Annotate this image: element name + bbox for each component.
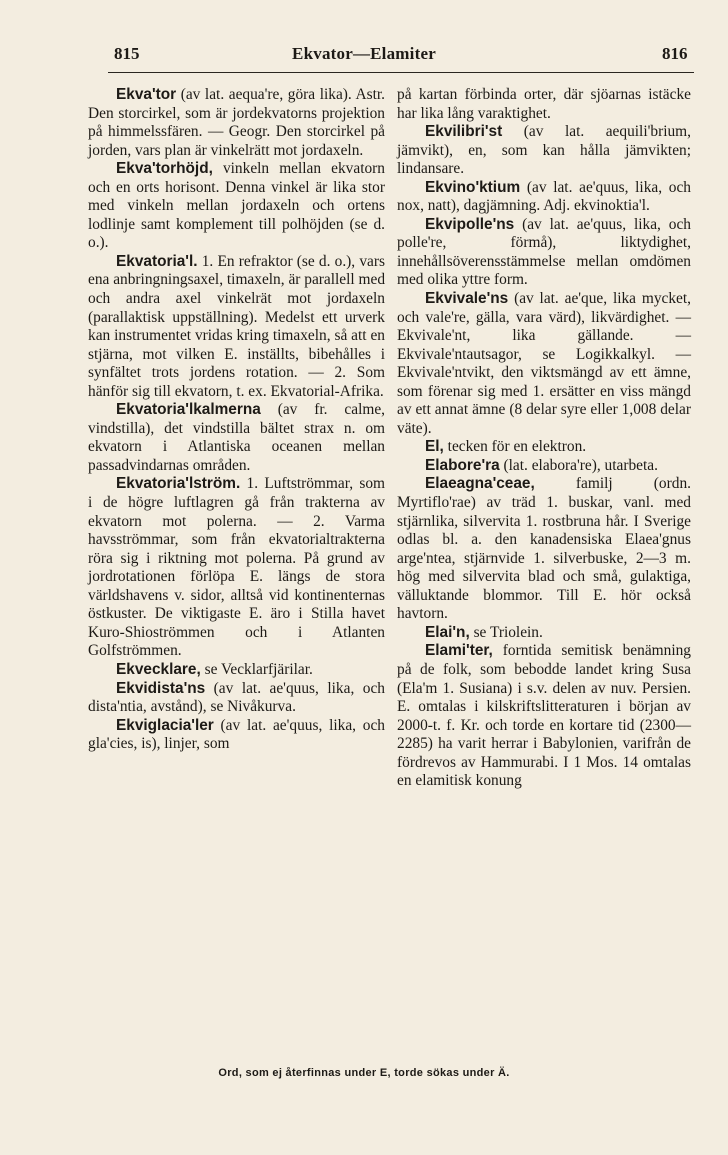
entry-body: forntida semitisk benämning på de folk, som bebodde landet kring Susa (Ela'm 1. Susiana) i s.v. delen av nuv. Persien. E. omtalas i kilskriftslitteraturen i början av 2000-t. f. Kr. och torde en kortare tid (2300—2285) ha varit herrar i Babylonien, varifrån de fördrevos av Hammurabi. I 1 Mos. 14 omtalas en elamitisk konung — [397, 642, 691, 790]
entry-body: se Vecklarfjärilar. — [200, 660, 313, 678]
headword: Ekvatoria'lkalmerna — [116, 401, 261, 419]
entry-body: 1. Luftströmmar, som i de högre luftlagren gå från trakterna av ekvatorn mot polerna. — 2. Varma havsströmmar, som från ekvatorialtrakterna röra sig i riktning mot polerna. På grund av jordrotationen förlöpa E. längs de stora världshavens v. sidor, alltså vid kontinenternas östkuster. De viktigaste E. äro i Stilla havet Kuro-Shioströmmen och i Atlanten Golfströmmen. — [88, 475, 385, 660]
entry-body: (av lat. aequa're, göra lika). Astr. Den storcirkel, som är jordekvatorns projektion på himmelssfären. — Geogr. Den storcirkel på jorden, vars plan är vinkelrätt mot jordaxeln. — [88, 86, 385, 159]
entry — [397, 642, 691, 790]
entry-body: familj (ordn. Myrtiflo'rae) av träd 1. buskar, vanl. med stjärnlika, silvervita 1. rostbruna hår. I Sverige odlas bl. a. den kanadensiska Elaea'gnus arge'ntea, stjärnvide 1. silverbuske, 2—3 m. hög med silvervita blad och små, gulaktiga, välluktande blommor. Till E. hör också havtorn. — [397, 475, 691, 623]
entry — [88, 160, 385, 253]
headword: Ekvivale'ns — [425, 290, 509, 308]
running-title: Ekvator—Elamiter — [292, 44, 436, 63]
headword: Ekvidista'ns — [116, 679, 206, 697]
entry-body: tecken för en elektron. — [443, 438, 587, 456]
headword: Ekvatoria'l. — [116, 252, 198, 270]
entry — [397, 457, 691, 476]
entry — [88, 253, 385, 401]
entry — [88, 86, 385, 160]
page-number-right: 816 — [662, 44, 688, 63]
left-column — [88, 86, 385, 754]
headword: Ekvino'ktium — [425, 178, 521, 196]
entry-body: (av lat. ae'quus, lika, och polle're, förmå), liktydighet, innehållsöverensstämmelse mellan omdömen med olika yttre form. — [397, 215, 691, 289]
entry — [397, 624, 691, 643]
entry — [88, 661, 385, 680]
entry — [88, 717, 385, 754]
headword: Ekva'torhöjd, — [116, 160, 213, 178]
entry-body: vinkeln mellan ekvatorn och en orts horisont. Denna vinkel är lika stor med vinkeln mellan jordaxeln och ortens lodlinje samt komplement till polhöjden (se d. o.). — [88, 160, 385, 252]
headword: Ekvatoria'lström. — [116, 475, 241, 493]
page-footer-note: Ord, som ej återfinnas under E, torde sökas under Ä. — [218, 1067, 510, 1079]
entry-continued — [397, 86, 691, 123]
headword: Elaeagna'ceae, — [425, 475, 535, 493]
entry — [88, 475, 385, 660]
headword: Elami'ter, — [425, 642, 493, 660]
entry-body: (av fr. calme, vindstilla), det vindstilla bältet strax n. om ekvatorn i Atlantiska oceanen mellan passadvindarnas områden. — [88, 401, 385, 474]
entry — [88, 401, 385, 475]
entry-body: (lat. elabora're), utarbeta. — [499, 456, 658, 474]
entry — [397, 216, 691, 290]
entry — [397, 438, 691, 457]
entry-body: (av lat. ae'quus, lika, och nox, natt), dagjämning. Adj. ekvinoktia'l. — [397, 178, 691, 215]
headword: Elabore'ra — [425, 456, 500, 474]
headword: Ekvipolle'ns — [425, 215, 515, 233]
entry — [397, 475, 691, 623]
entry-body: (av lat. ae'quus, lika, och gla'cies, is), linjer, som — [88, 716, 385, 753]
headword: Ekviglacia'ler — [116, 716, 214, 734]
page-header — [0, 44, 728, 70]
entry-body: (av lat. ae'que, lika mycket, och vale're, gälla, vara värd), likvärdighet. — Ekvivale'nt, lika gällande. — Ekvivale'ntautsagor, se Logikkalkyl. — Ekvivale'ntvikt, den viktsmängd av ett ämne, som förenar sig med 1. ersätter en viss mängd av ett annat ämne (8 delar syre eller 1,008 delar väte). — [397, 290, 691, 437]
entry — [88, 680, 385, 717]
headword: El, — [425, 438, 444, 456]
entry-body: (av lat. ae'quus, lika, och dista'ntia, avstånd), se Nivåkurva. — [88, 679, 385, 716]
headword: Ekva'tor — [116, 86, 177, 103]
entry-body: (av lat. aequili'brium, jämvikt), en, som kan hålla jämvikten; lindansare. — [397, 123, 691, 178]
entry-body: på kartan förbinda orter, där sjöarnas istäcke har lika lång varaktighet. — [397, 86, 691, 122]
entry — [397, 123, 691, 179]
headword: Ekvecklare, — [116, 660, 201, 678]
header-rule — [108, 72, 694, 73]
page-number-left: 815 — [114, 44, 140, 63]
entry — [397, 290, 691, 438]
entry-body: se Triolein. — [469, 623, 543, 641]
headword: Ekvilibri'st — [425, 123, 503, 141]
entry — [397, 179, 691, 216]
headword: Elai'n, — [425, 623, 470, 641]
entry-body: 1. En refraktor (se d. o.), vars ena anbringningsaxel, timaxeln, är parallell med och andra axel vinkelrät mot jordaxeln (parallaktisk uppställning). Medelst ett urverk kan instrumentet vridas kring timaxeln, så att en stjärna, mot vilken E. inställts, bibehålles i synfältet trots jordens rotation. — 2. Som hänför sig till ekvatorn, t. ex. Ekvatorial-Afrika. — [88, 252, 386, 400]
right-column — [397, 86, 691, 791]
